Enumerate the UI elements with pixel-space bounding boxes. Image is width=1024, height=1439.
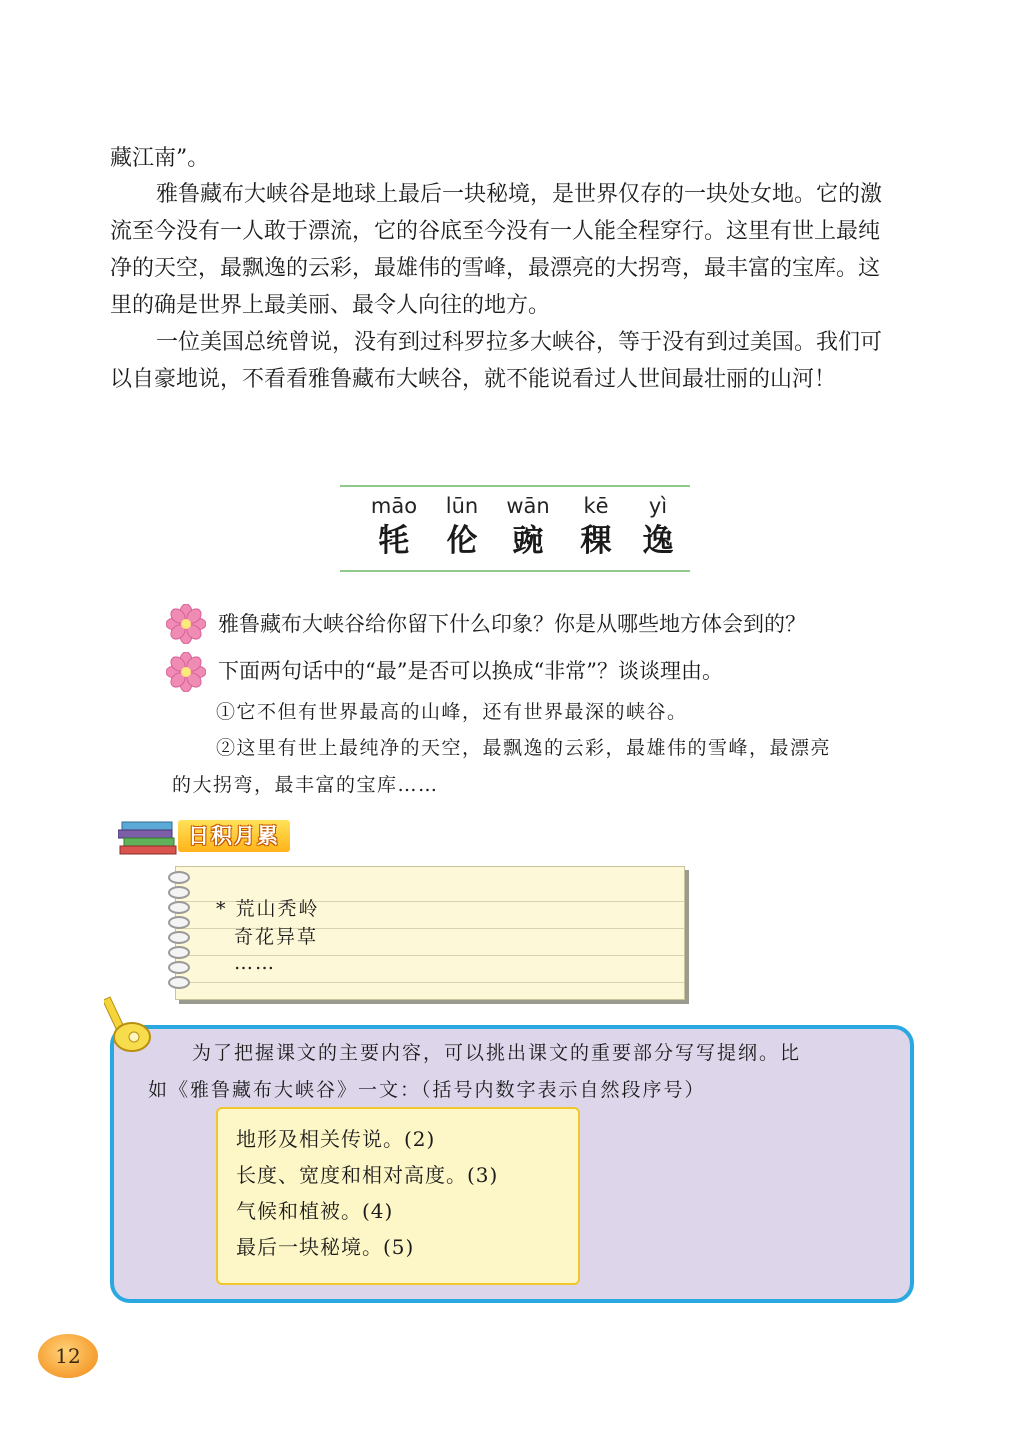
new-word xyxy=(364,493,424,561)
text-line: 以自豪地说，不看看雅鲁藏布大峡谷，就不能说看过人世间最壮丽的山河！ xyxy=(110,367,837,392)
page-number: 12 xyxy=(38,1334,98,1378)
character: 豌 xyxy=(512,523,544,559)
idiom-ellipsis: …… xyxy=(234,952,276,974)
pinyin: māo xyxy=(370,494,418,518)
ring-icon xyxy=(168,886,190,899)
pinyin: kē xyxy=(583,494,609,518)
character: 稞 xyxy=(580,523,612,559)
idiom-2: 奇花异草 xyxy=(234,926,319,948)
character: 逸 xyxy=(642,523,674,559)
question-1: 雅鲁藏布大峡谷给你留下什么印象？你是从哪些地方体会到的？ xyxy=(218,612,806,636)
text-line: 一位美国总统曾说，没有到过科罗拉多大峡谷，等于没有到过美国。我们可 xyxy=(156,330,883,355)
pinyin: yì xyxy=(648,494,668,518)
tip-line-2: 如《雅鲁藏布大峡谷》一文：（括号内数字表示自然段序号） xyxy=(148,1079,706,1101)
ring-icon xyxy=(168,946,190,959)
outline-item: 长度、宽度和相对高度。(3) xyxy=(236,1163,499,1187)
new-word xyxy=(628,493,688,561)
text-line: 藏江南”。 xyxy=(110,146,210,171)
new-word xyxy=(498,493,558,561)
ring-icon xyxy=(168,916,190,929)
outline-item: 最后一块秘境。(5) xyxy=(236,1235,415,1259)
reading-paragraph-3 xyxy=(110,324,915,398)
idiom-notebook xyxy=(175,866,685,1000)
text-line: 净的天空，最飘逸的云彩，最雄伟的雪峰，最漂亮的大拐弯，最丰富的宝库。这 xyxy=(110,256,881,281)
new-word xyxy=(566,493,626,561)
ring-icon xyxy=(168,901,190,914)
new-word xyxy=(432,493,492,561)
character: 伦 xyxy=(446,523,478,559)
ring-icon xyxy=(168,871,190,884)
reading-paragraph-1 xyxy=(110,140,915,177)
outline-item: 气候和植被。(4) xyxy=(236,1199,394,1223)
flower-icon xyxy=(166,604,206,644)
question-2: 下面两句话中的“最”是否可以换成“非常”？谈谈理由。 xyxy=(218,659,723,683)
ring-icon xyxy=(168,961,190,974)
section-title-accumulation: 日积月累 xyxy=(178,820,290,852)
idiom-1: * 荒山秃岭 xyxy=(216,898,320,920)
example-sentence-1: ①它不但有世界最高的山峰，还有世界最深的峡谷。 xyxy=(216,701,688,723)
new-words-box xyxy=(340,485,690,572)
text-line: 里的确是世界上最美丽、最令人向往的地方。 xyxy=(110,293,551,318)
text-line: 雅鲁藏布大峡谷是地球上最后一块秘境，是世界仅存的一块处女地。它的激 xyxy=(156,182,883,207)
books-icon xyxy=(118,818,180,858)
outline-item: 地形及相关传说。(2) xyxy=(236,1127,436,1151)
example-sentence-2: ②这里有世上最纯净的天空，最飘逸的云彩，最雄伟的雪峰，最漂亮 xyxy=(216,737,832,759)
character: 牦 xyxy=(378,523,410,559)
key-icon xyxy=(104,995,156,1057)
text-line: 流至今没有一人敢于漂流，它的谷底至今没有一人能全程穿行。这里有世上最纯 xyxy=(110,219,881,244)
flower-icon xyxy=(166,652,206,692)
pinyin: lūn xyxy=(445,494,479,518)
ring-icon xyxy=(168,976,190,989)
example-sentence-2-cont: 的大拐弯，最丰富的宝库…… xyxy=(172,774,439,796)
pinyin: wān xyxy=(506,494,550,518)
reading-paragraph-2 xyxy=(110,176,915,324)
tip-line-1: 为了把握课文的主要内容，可以挑出课文的重要部分写写提纲。比 xyxy=(192,1042,802,1064)
ring-icon xyxy=(168,931,190,944)
